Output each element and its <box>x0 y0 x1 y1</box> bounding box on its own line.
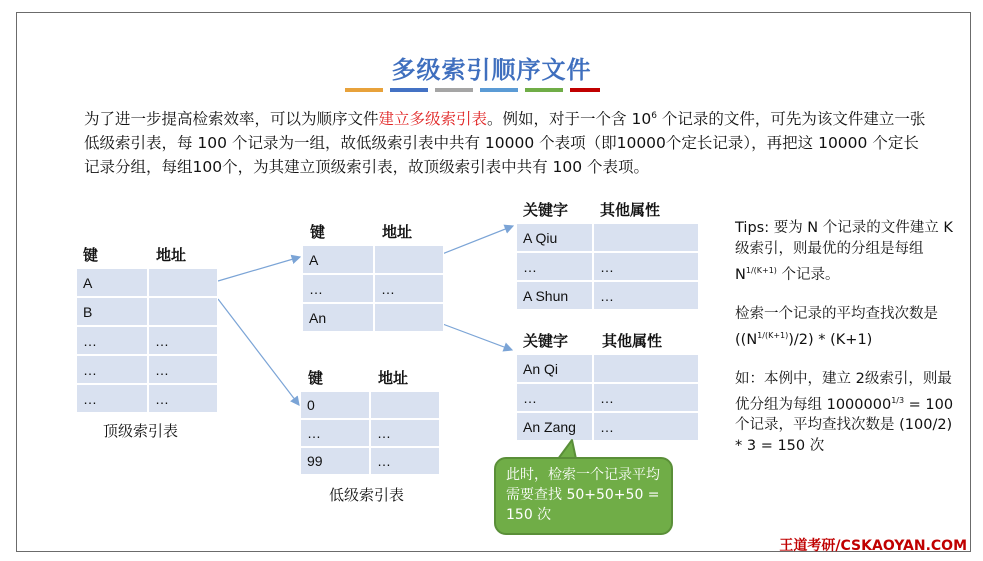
table-cell: … <box>148 326 218 355</box>
table-cell: … <box>76 355 148 384</box>
intro-paragraph: 为了进一步提高检索效率，可以为顺序文件建立多级索引表。例如，对于一个含 $10^6$ 个记录的文件，可先为该文件建立一张低级索引表，每 100 个记录为一组，故低级索引表中共有 10000 个表项（即10000个定长记录），再把这 10000 个定长记录分组，每组100个，为其建立顶级索引表，故顶级索引表中共有 100 个表项。 <box>84 110 926 177</box>
title-underline-1 <box>345 88 383 92</box>
table-cell: … <box>593 281 699 310</box>
tips-average-lookups: 检索一个记录的平均查找次数是 $((N^{1/(K+1)})/2) * (K+1)$ <box>735 305 938 348</box>
col-header-key: 键 <box>308 369 324 387</box>
title-underline-3 <box>435 88 473 92</box>
tips-panel <box>735 218 960 475</box>
title-underline-6 <box>570 88 600 92</box>
table-cell: … <box>593 252 699 281</box>
table-cell: A <box>302 245 374 274</box>
table-cell: … <box>302 274 374 303</box>
table-cell: B <box>76 297 148 326</box>
table-cell: 0 <box>300 391 370 419</box>
table-cell <box>370 391 440 419</box>
slide-title: 多级索引顺序文件 <box>391 56 592 84</box>
watermark-text: 王道考研/CSKAOYAN.COM <box>779 538 967 554</box>
table-cell: … <box>370 447 440 475</box>
table-cell: An Zang <box>516 412 593 441</box>
low-index-caption: 低级索引表 <box>329 486 405 504</box>
table-cell <box>374 245 444 274</box>
tips-example: 如：本例中，建立 2级索引，则最优分组为每组 $1000000^{1/3} = 100$ 个记录，平均查找次数是 (100/2) * 3 = 150 次 <box>735 370 954 455</box>
table-cell: … <box>593 412 699 441</box>
table-cell: … <box>148 355 218 384</box>
table-cell: A Qiu <box>516 223 593 252</box>
title-underline-4 <box>480 88 518 92</box>
col-header-keyword: 关键字 <box>523 201 569 219</box>
table-cell: … <box>374 274 444 303</box>
table-cell <box>593 354 699 383</box>
table-cell <box>593 223 699 252</box>
callout-bubble: 此时，检索一个记录平均需要查找 50+50+50 = 150 次 <box>494 457 673 535</box>
title-underline-5 <box>525 88 563 92</box>
col-header-address: 地址 <box>382 223 413 241</box>
table-cell: … <box>300 419 370 447</box>
col-header-address: 地址 <box>156 246 187 264</box>
table-cell: … <box>370 419 440 447</box>
table-cell: … <box>516 252 593 281</box>
table-cell: … <box>593 383 699 412</box>
table-cell: … <box>76 384 148 413</box>
table-cell: … <box>76 326 148 355</box>
title-underline-2 <box>390 88 428 92</box>
table-cell <box>374 303 444 332</box>
table-cell: A Shun <box>516 281 593 310</box>
highlight-text: 建立多级索引表 <box>378 110 488 129</box>
table-cell: … <box>148 384 218 413</box>
top-index-caption: 顶级索引表 <box>103 422 179 440</box>
col-header-attributes: 其他属性 <box>600 201 661 219</box>
col-header-key: 键 <box>310 223 326 241</box>
table-cell: An <box>302 303 374 332</box>
col-header-address: 地址 <box>378 369 409 387</box>
table-cell: 99 <box>300 447 370 475</box>
col-header-attributes: 其他属性 <box>602 332 663 350</box>
tips-optimal-group: Tips: 要为 N 个记录的文件建立 K 级索引，则最优的分组是每组 $N^{1/(K+1)}$ 个记录。 <box>735 220 953 283</box>
table-cell: A <box>76 268 148 297</box>
table-cell <box>148 297 218 326</box>
table-cell <box>148 268 218 297</box>
table-cell: An Qi <box>516 354 593 383</box>
col-header-key: 键 <box>83 246 99 264</box>
table-cell: … <box>516 383 593 412</box>
col-header-keyword: 关键字 <box>523 332 569 350</box>
